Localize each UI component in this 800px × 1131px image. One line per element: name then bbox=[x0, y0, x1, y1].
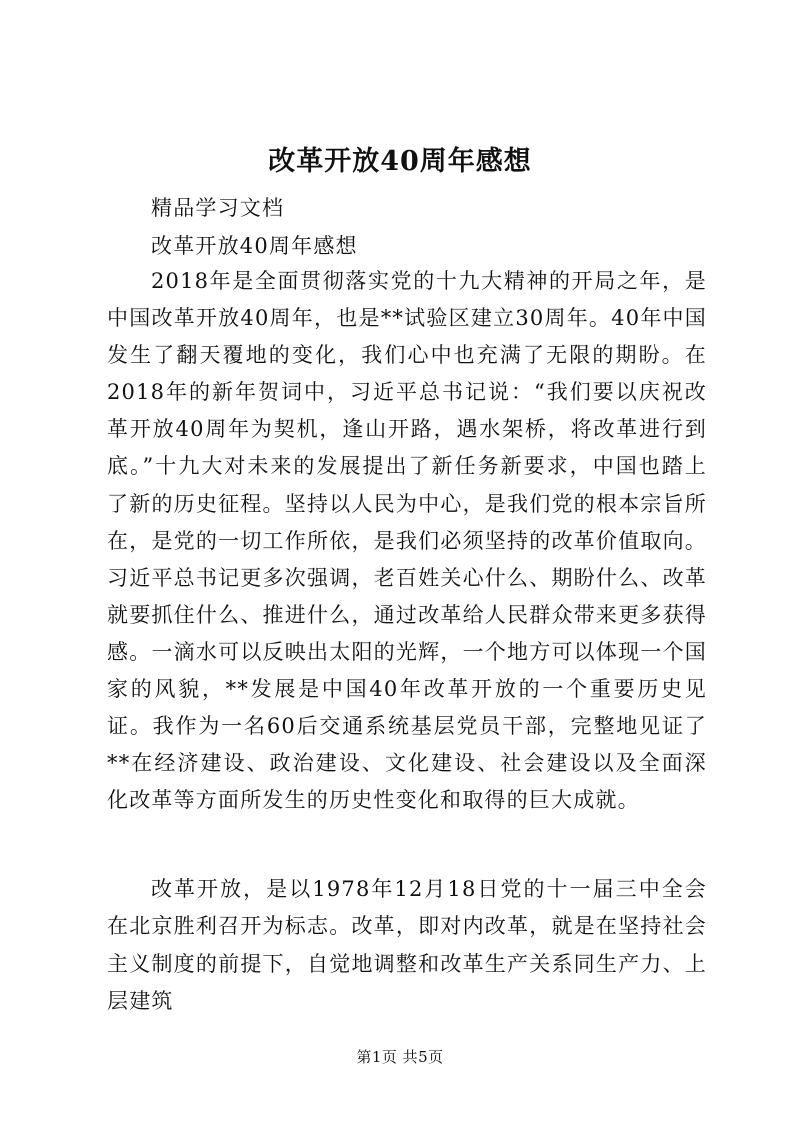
document-title: 改革开放40周年感想 bbox=[268, 146, 532, 177]
document-label: 精品学习文档 bbox=[151, 196, 285, 220]
document-heading-repeat: 改革开放40周年感想 bbox=[151, 234, 358, 258]
page-footer: 第1页 共5页 bbox=[356, 1048, 444, 1066]
body-paragraph-1: 2018年是全面贯彻落实党的十九大精神的开局之年，是中国改革开放40周年，也是**试验区建立30周年。40年中国发生了翻天覆地的变化，我们心中也充满了无限的期盼。在2018年的新年贺词中，习近平总书记说：“我们要以庆祝改革开放40周年为契机，逢山开路，遇水架桥，将改革进行到底。”十九大对未来的发展提出了新任务新要求，中国也踏上了新的历史征程。坚持以人民为中心，是我们党的根本宗旨所在，是党的一切工作所依，是我们必须坚持的改革价值取向。习近平总书记更多次强调，老百姓关心什么、期盼什么、改革就要抓住什么、推进什么，通过改革给人民群众带来更多获得感。一滴水可以反映出太阳的光辉，一个地方可以体现一个国家的风貌，**发展是中国40年改革开放的一个重要历史见证。我作为一名60后交通系统基层党员干部，完整地见证了**在经济建设、政治建设、文化建设、社会建设以及全面深化改革等方面所发生的历史性变化和取得的巨大成就。 bbox=[107, 269, 707, 813]
body-paragraph-2: 改革开放，是以1978年12月18日党的十一届三中全会在北京胜利召开为标志。改革，即对内改革，就是在坚持社会主义制度的前提下，自觉地调整和改革生产关系同生产力、上层建筑 bbox=[107, 877, 707, 1014]
